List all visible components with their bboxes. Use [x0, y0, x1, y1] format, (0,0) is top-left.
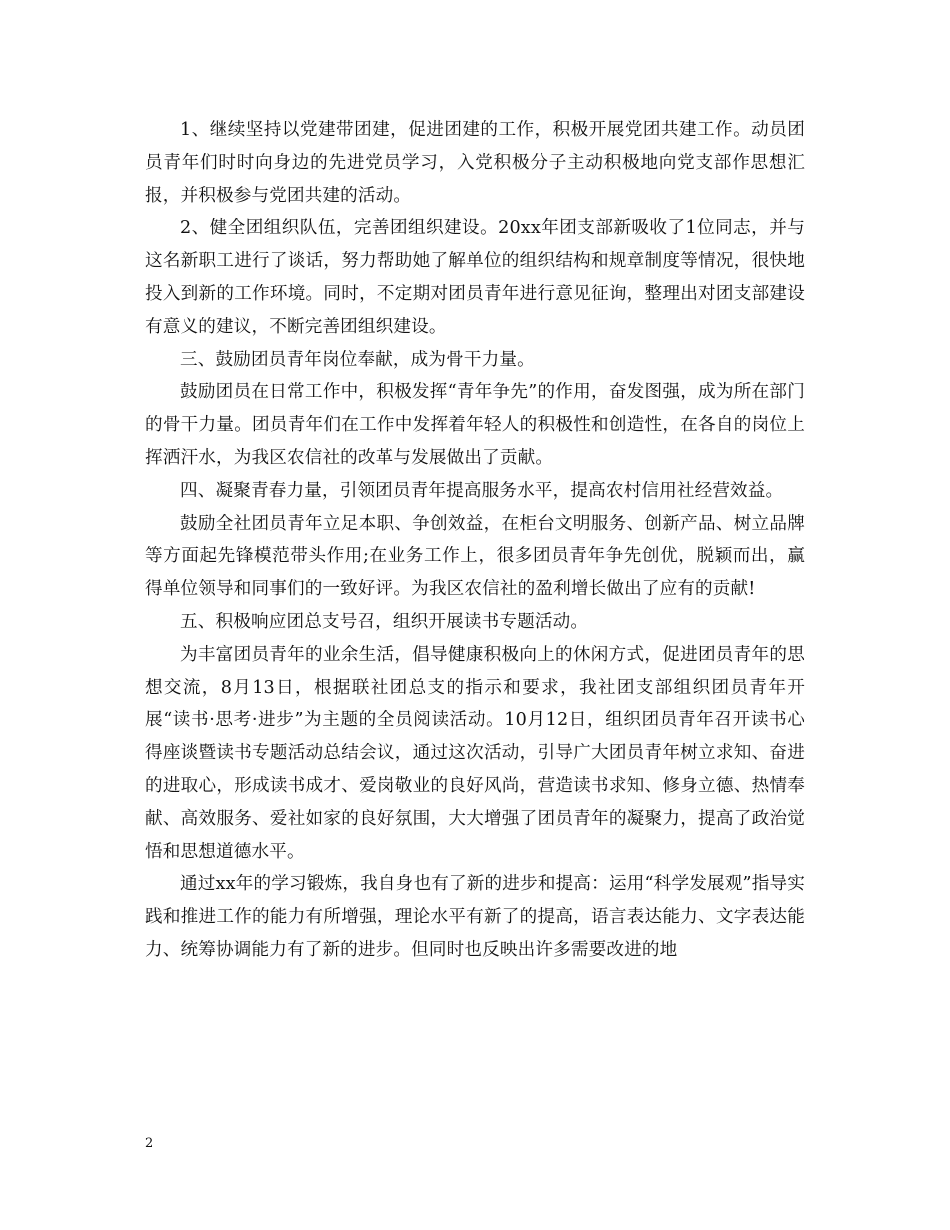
paragraph-organization: 2、健全团组织队伍，完善团组织建设。20xx年团支部新吸收了1位同志，并与这名新职工进行了谈话，努力帮助她了解单位的组织结构和规章制度等情况，很快地投入到新的工作环境。同时，不定期对团员青年进行意见征询，整理出对团支部建设有意义的建议，不断完善团组织建设。	[145, 218, 805, 337]
section-heading-dedication: 三、鼓励团员青年岗位奉献，成为骨干力量。	[180, 349, 535, 370]
paragraph-self-summary: 通过xx年的学习锻炼，我自身也有了新的进步和提高：运用“科学发展观”指导实践和推进工作的能力有所增强，理论水平有新了的提高，语言表达能力、文字表达能力、统筹协调能力有了新的进步。但同时也反映出许多需要改进的地	[145, 874, 805, 960]
paragraph-dedication: 鼓励团员在日常工作中，积极发挥“青年争先”的作用，奋发图强，成为所在部门的骨干力量。团员青年们在工作中发挥着年轻人的积极性和创造性，在各自的岗位上挥洒汗水，为我区农信社的改革与发展做出了贡献。	[145, 382, 805, 468]
document-body	[145, 114, 805, 967]
section-heading-service: 四、凝聚青春力量，引领团员青年提高服务水平，提高农村信用社经营效益。	[180, 480, 784, 501]
paragraph-reading: 为丰富团员青年的业余生活，倡导健康积极向上的休闲方式，促进团员青年的思想交流，8月13日，根据联社团总支的指示和要求，我社团支部组织团员青年开展“读书·思考·进步”为主题的全员阅读活动。10月12日，组织团员青年召开读书心得座谈暨读书专题活动总结会议，通过这次活动，引导广大团员青年树立求知、奋进的进取心，形成读书成才、爱岗敬业的良好风尚，营造读书求知、修身立德、热情奉献、高效服务、爱社如家的良好氛围，大大增强了团员青年的凝聚力，提高了政治觉悟和思想道德水平。	[145, 644, 805, 862]
paragraph-service: 鼓励全社团员青年立足本职、争创效益，在柜台文明服务、创新产品、树立品牌等方面起先锋模范带头作用;在业务工作上，很多团员青年争先创优，脱颖而出，赢得单位领导和同事们的一致好评。为我区农信社的盈利增长做出了应有的贡献!	[145, 513, 805, 600]
section-heading-reading: 五、积极响应团总支号召，组织开展读书专题活动。	[180, 611, 589, 632]
page-number: 2	[145, 1136, 154, 1151]
paragraph-party-building: 1、继续坚持以党建带团建，促进团建的工作，积极开展党团共建工作。动员团员青年们时时向身边的先进党员学习，入党积极分子主动积极地向党支部作思想汇报，并积极参与党团共建的活动。	[145, 120, 805, 206]
